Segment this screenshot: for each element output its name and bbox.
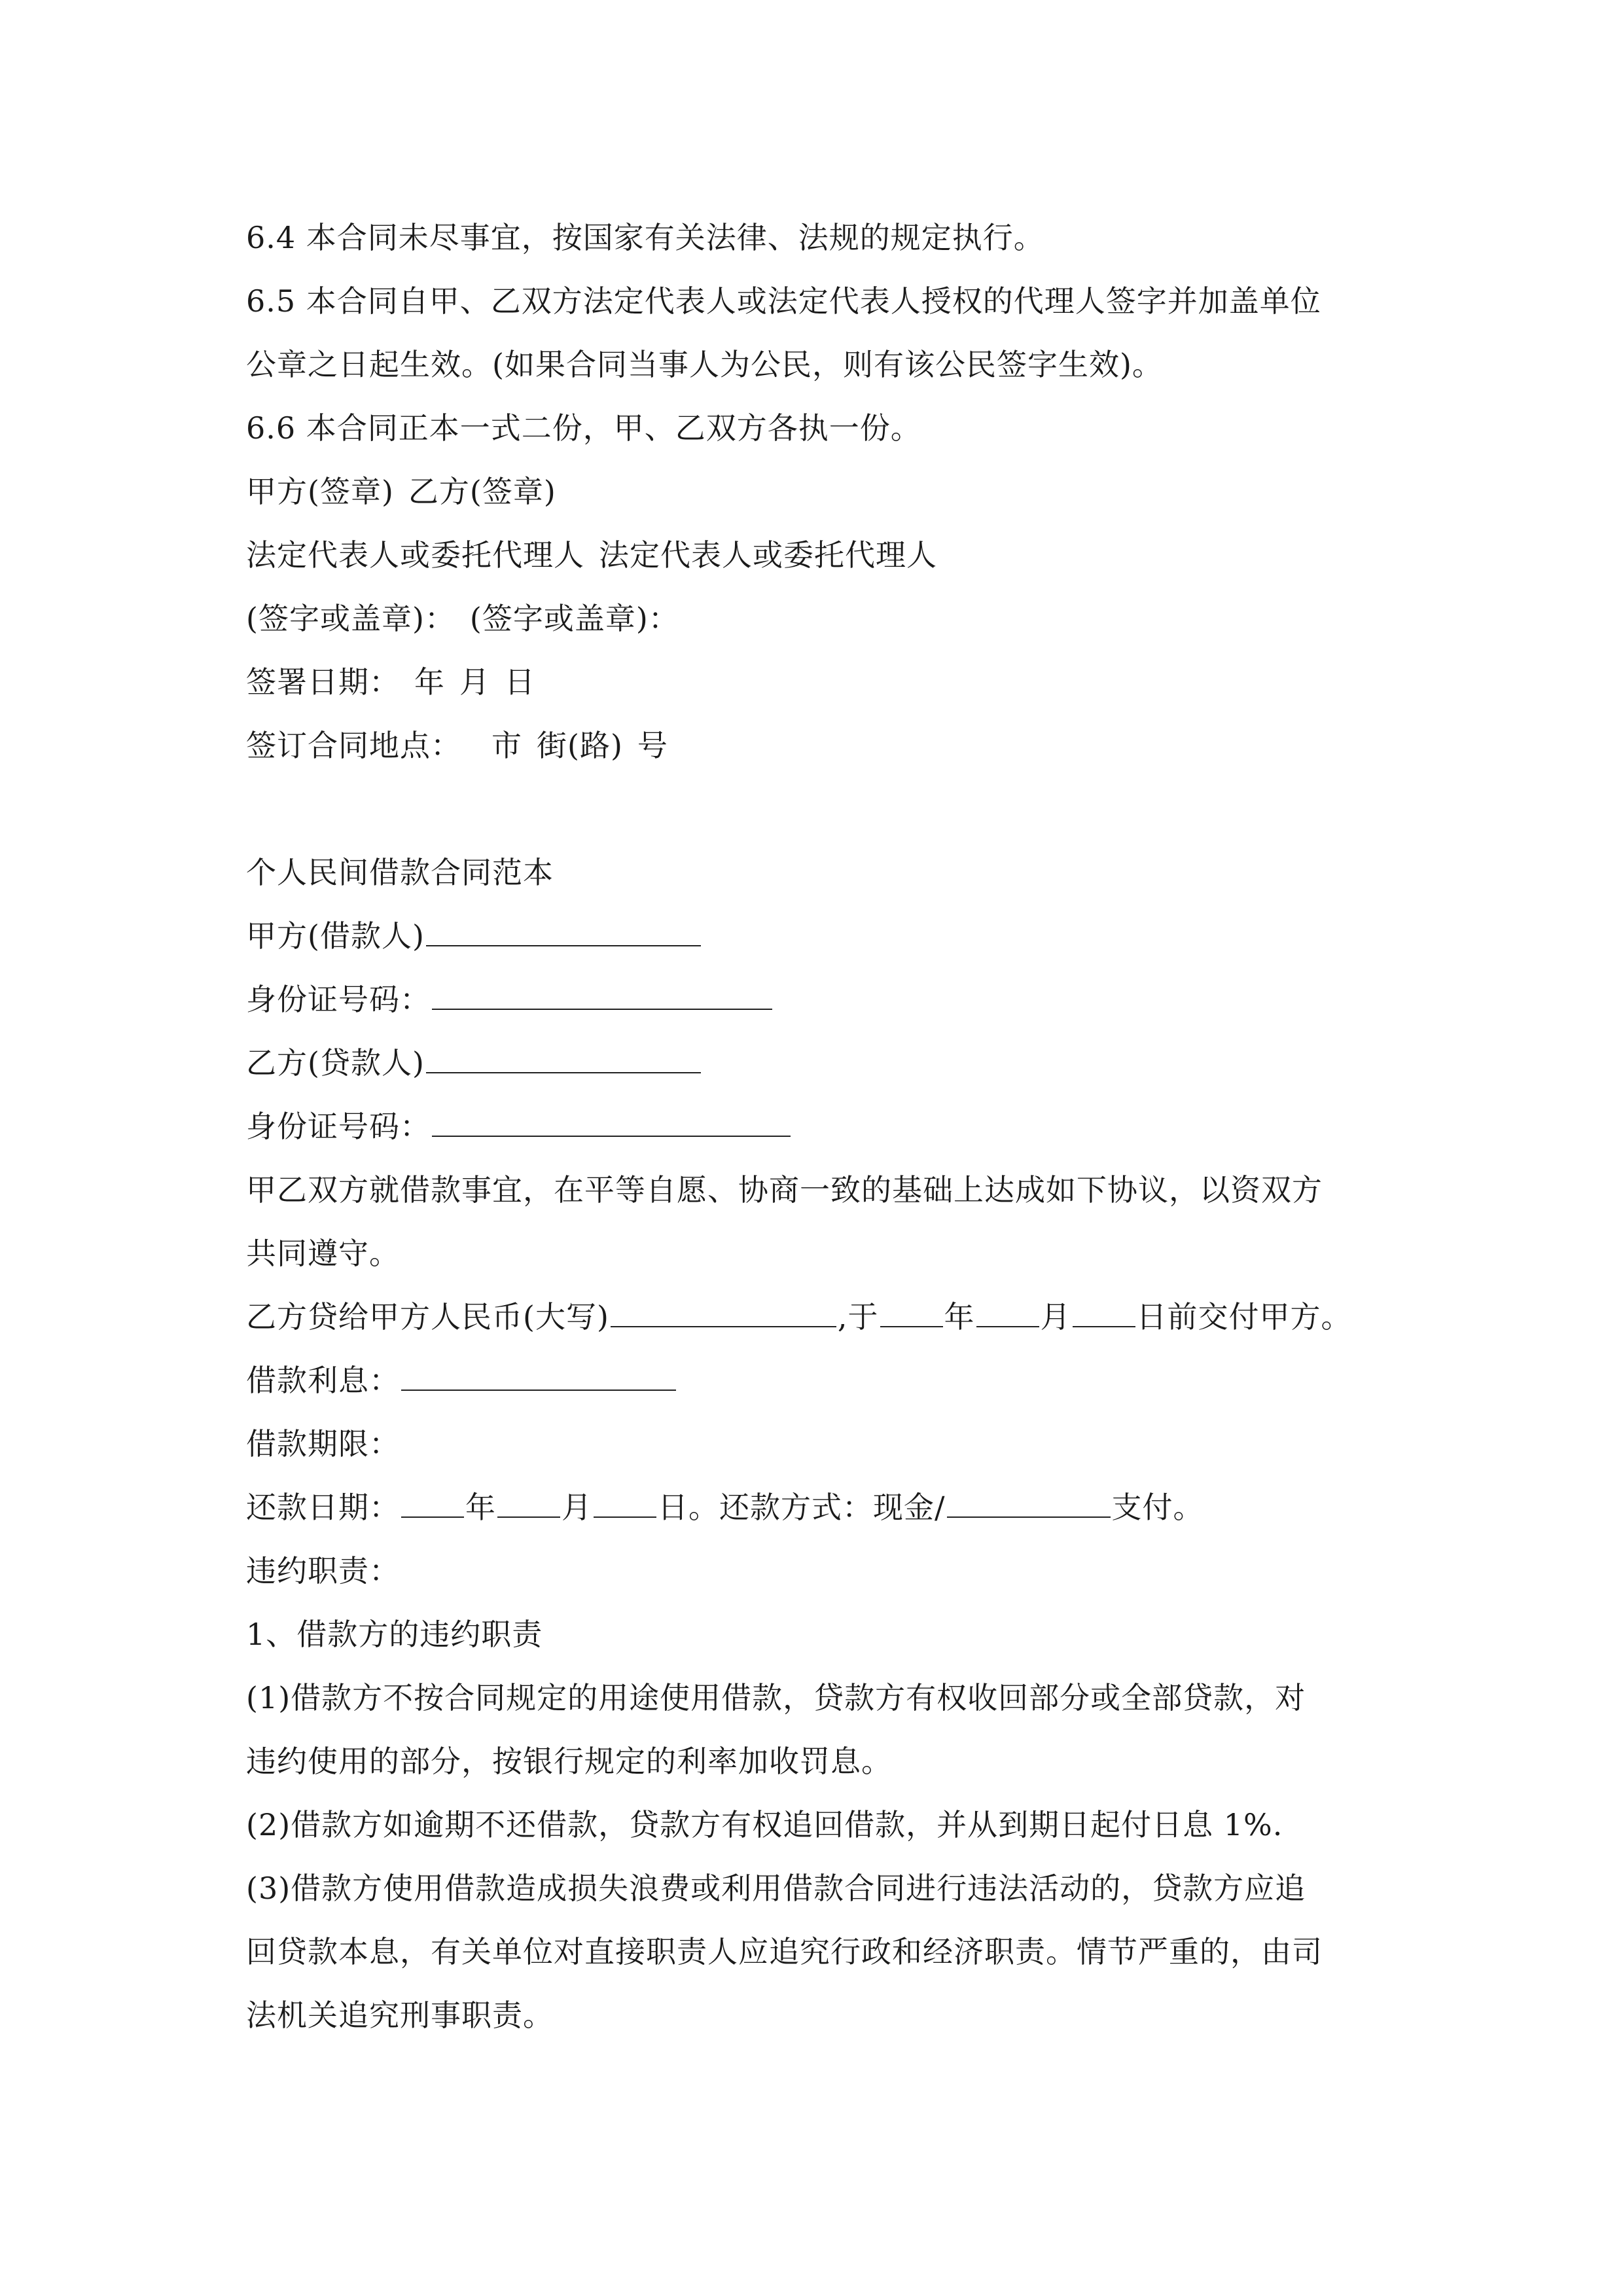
lender-blank[interactable]	[426, 1046, 701, 1073]
loan-prefix: 乙方贷给甲方人民币(大写)	[246, 1299, 609, 1335]
signature-date-row	[246, 651, 1385, 714]
loan-day-blank[interactable]	[1073, 1300, 1135, 1327]
signature-sign-row	[246, 587, 1385, 651]
place-number: 号	[637, 728, 668, 763]
contract-title: 个人民间借款合同范本	[246, 855, 554, 890]
loan-amount-row	[246, 1285, 1385, 1349]
item1-line1: (1)借款方不按合同规定的用途使用借款，贷款方有权收回部分或全部贷款，对	[246, 1680, 1306, 1715]
agreement-line1: 甲乙双方就借款事宜，在平等自愿、协商一致的基础上达成如下协议，以资双方	[246, 1172, 1323, 1208]
repay-suffix: 支付。	[1111, 1490, 1204, 1525]
section-gap	[246, 778, 1385, 841]
lender-id-label: 身份证号码：	[246, 1109, 431, 1144]
borrower-row	[246, 905, 1385, 968]
item1-line2: 违约使用的部分，按银行规定的利率加收罚息。	[246, 1744, 892, 1779]
repay-month: 月	[562, 1490, 592, 1525]
place-street: 街(路)	[537, 728, 623, 763]
item3-line1: (3)借款方使用借款造成损失浪费或利用借款合同进行违法活动的，贷款方应追	[246, 1871, 1306, 1906]
item2-line: (2)借款方如逾期不还借款，贷款方有权追回借款，并从到期日起付日息 1%.	[246, 1807, 1283, 1842]
party-a-seal: 甲方(签章)	[246, 474, 394, 509]
lender-id-blank[interactable]	[432, 1109, 791, 1137]
signature-place-row	[246, 714, 1385, 778]
clause-6-5-line1: 6.5 本合同自甲、乙双方法定代表人或法定代表人授权的代理人签字并加盖单位	[246, 283, 1321, 319]
clause-6-6: 6.6 本合同正本一式二份，甲、乙双方各执一份。	[246, 410, 921, 446]
lender-row	[246, 1031, 1385, 1095]
item3-line3: 法机关追究刑事职责。	[246, 1998, 554, 2033]
date-month: 月	[459, 664, 490, 700]
clause-6-4: 6.4 本合同未尽事宜，按国家有关法律、法规的规定执行。	[246, 220, 1044, 255]
loan-suffix: 日前交付甲方。	[1136, 1299, 1352, 1335]
document-page	[246, 206, 1385, 2047]
sign-a-label: (签字或盖章)：	[246, 601, 455, 636]
lender-label: 乙方(贷款人)	[246, 1045, 425, 1081]
repay-month-blank[interactable]	[497, 1490, 560, 1518]
repay-year: 年	[465, 1490, 496, 1525]
borrower-blank[interactable]	[426, 919, 701, 946]
lender-id-row	[246, 1095, 1385, 1158]
interest-blank[interactable]	[401, 1363, 676, 1391]
liability-1-heading: 1、借款方的违约职责	[246, 1617, 543, 1652]
loan-amount-blank[interactable]	[611, 1300, 836, 1327]
signature-representatives	[246, 524, 1385, 587]
repay-row	[246, 1476, 1385, 1539]
rep-b-label: 法定代表人或委托代理人	[599, 537, 937, 573]
place-label: 签订合同地点：	[246, 728, 461, 763]
term-row: 借款期限：	[246, 1426, 400, 1462]
liability-heading: 违约职责：	[246, 1553, 400, 1588]
repay-year-blank[interactable]	[401, 1490, 464, 1518]
repay-day-blank[interactable]	[594, 1490, 656, 1518]
repay-label: 还款日期：	[246, 1490, 400, 1525]
borrower-id-row	[246, 968, 1385, 1031]
borrower-id-blank[interactable]	[432, 982, 772, 1010]
place-city: 市	[491, 728, 522, 763]
interest-label: 借款利息：	[246, 1363, 400, 1398]
loan-at: ,于	[837, 1299, 879, 1335]
sign-b-label: (签字或盖章)：	[469, 601, 679, 636]
date-label: 签署日期：	[246, 664, 400, 700]
party-b-seal: 乙方(签章)	[408, 474, 556, 509]
item3-line2: 回贷款本息，有关单位对直接职责人应追究行政和经济职责。情节严重的，由司	[246, 1934, 1323, 1969]
loan-year: 年	[944, 1299, 975, 1335]
loan-year-blank[interactable]	[880, 1300, 943, 1327]
agreement-line2: 共同遵守。	[246, 1236, 400, 1271]
repay-method-blank[interactable]	[947, 1490, 1111, 1518]
date-year: 年	[414, 664, 445, 700]
signature-parties	[246, 460, 1385, 524]
rep-a-label: 法定代表人或委托代理人	[246, 537, 584, 573]
clause-6-5-line2: 公章之日起生效。(如果合同当事人为公民，则有该公民签字生效)。	[246, 347, 1163, 382]
borrower-label: 甲方(借款人)	[246, 918, 425, 954]
date-day: 日	[505, 664, 535, 700]
loan-month: 月	[1040, 1299, 1071, 1335]
repay-day: 日。还款方式：现金/	[658, 1490, 946, 1525]
interest-row	[246, 1349, 1385, 1412]
borrower-id-label: 身份证号码：	[246, 982, 431, 1017]
loan-month-blank[interactable]	[976, 1300, 1039, 1327]
